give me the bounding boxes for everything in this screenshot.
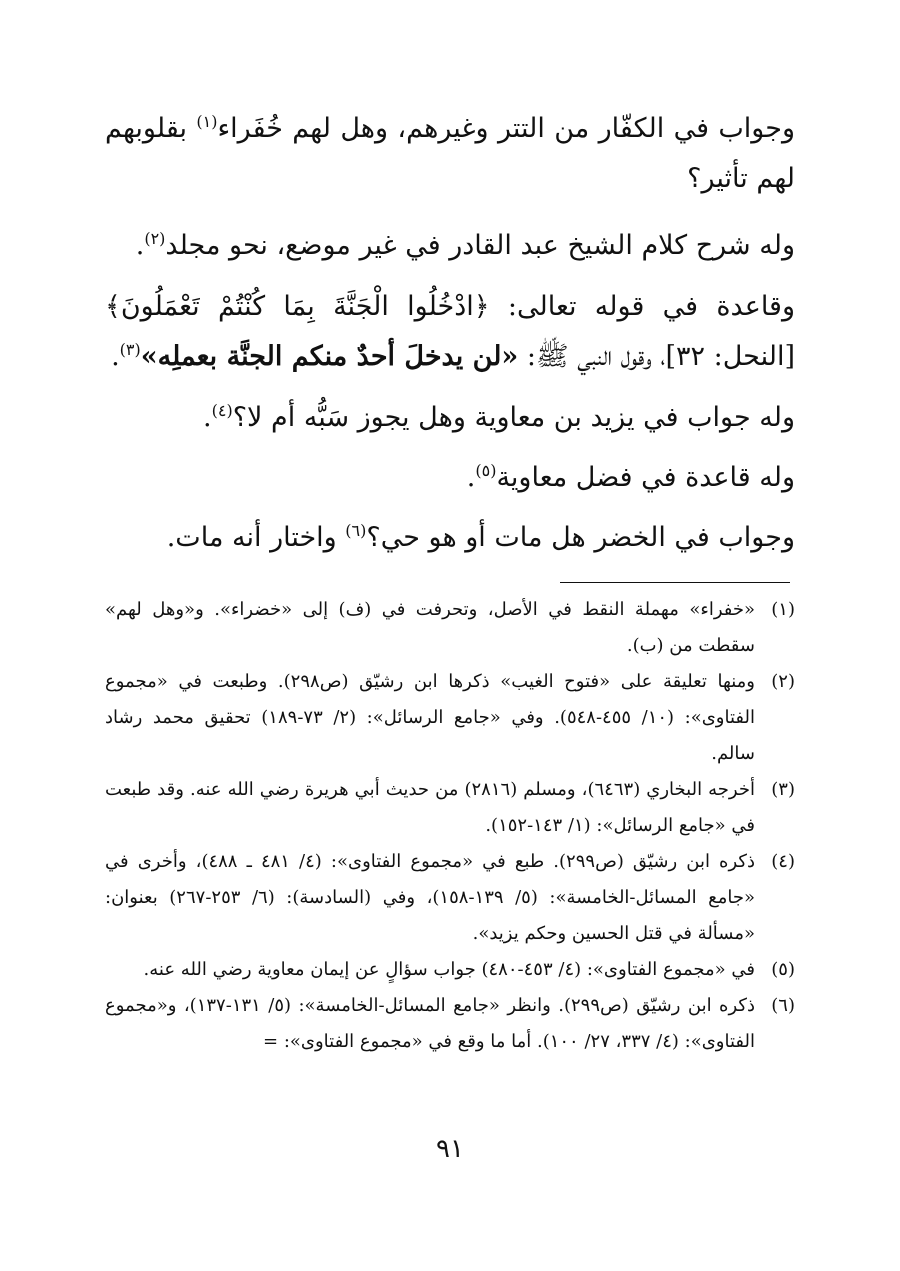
footnote-text: «خفراء» مهملة النقط في الأصل، وتحرفت في (ف) إلى «خضراء». و«وهل لهم» سقطت من (ب). (105, 599, 755, 656)
paragraph-2 (105, 218, 795, 274)
paragraph-4-text: وله جواب في يزيد بن معاوية وهل يجوز سَبُّه أم لا؟ (232, 402, 795, 433)
footnote-2 (105, 664, 795, 772)
paragraph-2-text: وله شرح كلام الشيخ عبد القادر في غير موضع، نحو مجلد (165, 230, 795, 261)
footnote-5 (105, 952, 795, 988)
footnote-ref-1: (١) (196, 112, 218, 131)
footnote-text: في «مجموع الفتاوى»: (٤/ ٤٥٣-٤٨٠) جواب سؤالٍ عن إيمان معاوية رضي الله عنه. (143, 959, 755, 980)
footnote-number: (٦) (771, 995, 795, 1016)
paragraph-6-text: وجواب في الخضر هل مات أو هو حي؟ (366, 522, 795, 553)
footnote-number: (٥) (771, 959, 795, 980)
footnote-number: (١) (771, 599, 795, 620)
footnote-text: ذكره ابن رشيّق (ص٢٩٩). وانظر «جامع المسائل-الخامسة»: (٥/ ١٣١-١٣٧)، و«مجموع الفتاوى»: (٤/ ٣٣٧، ٢٧/ ١٠٠). أما ما وقع في «مجموع الفتاوى»: = (105, 995, 755, 1052)
footnote-ref-4: (٤) (211, 401, 233, 420)
hadith-quote: «لن يدخلَ أحدٌ منكم الجنَّة بعملِه» (140, 341, 519, 372)
paragraph-5 (105, 448, 795, 508)
footnote-1 (105, 592, 795, 664)
paragraph-4 (105, 388, 795, 448)
paragraph-1-text: وجواب في الكفّار من التتر وغيرهم، وهل لهم خُفَراء (217, 113, 795, 144)
footnote-text: ومنها تعليقة على «فتوح الغيب» ذكرها ابن رشيّق (ص٢٩٨). وطبعت في «مجموع الفتاوى»: (١٠/ ٤٥٥-٥٤٨). وفي «جامع الرسائل»: (٢/ ٧٣-١٨٩) تحقيق محمد رشاد سالم. (105, 671, 756, 764)
paragraph-6 (105, 508, 795, 568)
paragraph-3 (105, 282, 795, 382)
page-number: ٩١ (436, 1134, 464, 1164)
footnotes (105, 592, 795, 1060)
paragraph-3-text: وقاعدة في قوله تعالى: ﴿ادْخُلُوا الْجَنَّةَ بِمَا كُنْتُمْ تَعْمَلُونَ﴾ [النحل: ٣٢]، وقول النبي ﷺ: (105, 291, 795, 372)
paragraph-1 (105, 104, 795, 204)
footnote-ref-3: (٣) (119, 340, 141, 359)
footnote-divider (560, 582, 790, 583)
footnote-4 (105, 844, 795, 952)
footnote-ref-6: (٦) (345, 521, 367, 540)
paragraph-6-tail: واختار أنه مات. (166, 522, 346, 553)
paragraph-5-text: وله قاعدة في فضل معاوية (496, 462, 795, 493)
paragraph-2-tail: . (135, 230, 145, 261)
main-text (105, 104, 795, 568)
footnote-text: أخرجه البخاري (٦٤٦٣)، ومسلم (٢٨١٦) من حديث أبي هريرة رضي الله عنه. وقد طبعت في «جامع الرسائل»: (١/ ١٤٣-١٥٢). (105, 779, 755, 836)
footnote-number: (٣) (771, 779, 795, 800)
footnote-text: ذكره ابن رشيّق (ص٢٩٩). طبع في «مجموع الفتاوى»: (٤/ ٤٨١ ـ ٤٨٨)، وأخرى في «جامع المسائل-الخامسة»: (٥/ ١٣٩-١٥٨)، وفي (السادسة): (٦/ ٢٥٣-٢٦٧) بعنوان: «مسألة في قتل الحسين وحكم يزيد». (105, 851, 755, 944)
footnote-3 (105, 772, 795, 844)
paragraph-1-tail: بقلوبهم لهم تأثير؟ (105, 113, 795, 194)
footnote-ref-5: (٥) (475, 461, 497, 480)
footnote-number: (٢) (771, 671, 795, 692)
footnote-ref-2: (٢) (144, 229, 166, 248)
paragraph-4-tail: . (203, 402, 212, 433)
paragraph-5-tail: . (466, 462, 476, 493)
footnote-number: (٤) (771, 851, 795, 872)
paragraph-3-tail: . (111, 341, 120, 372)
footnote-6 (105, 988, 795, 1060)
